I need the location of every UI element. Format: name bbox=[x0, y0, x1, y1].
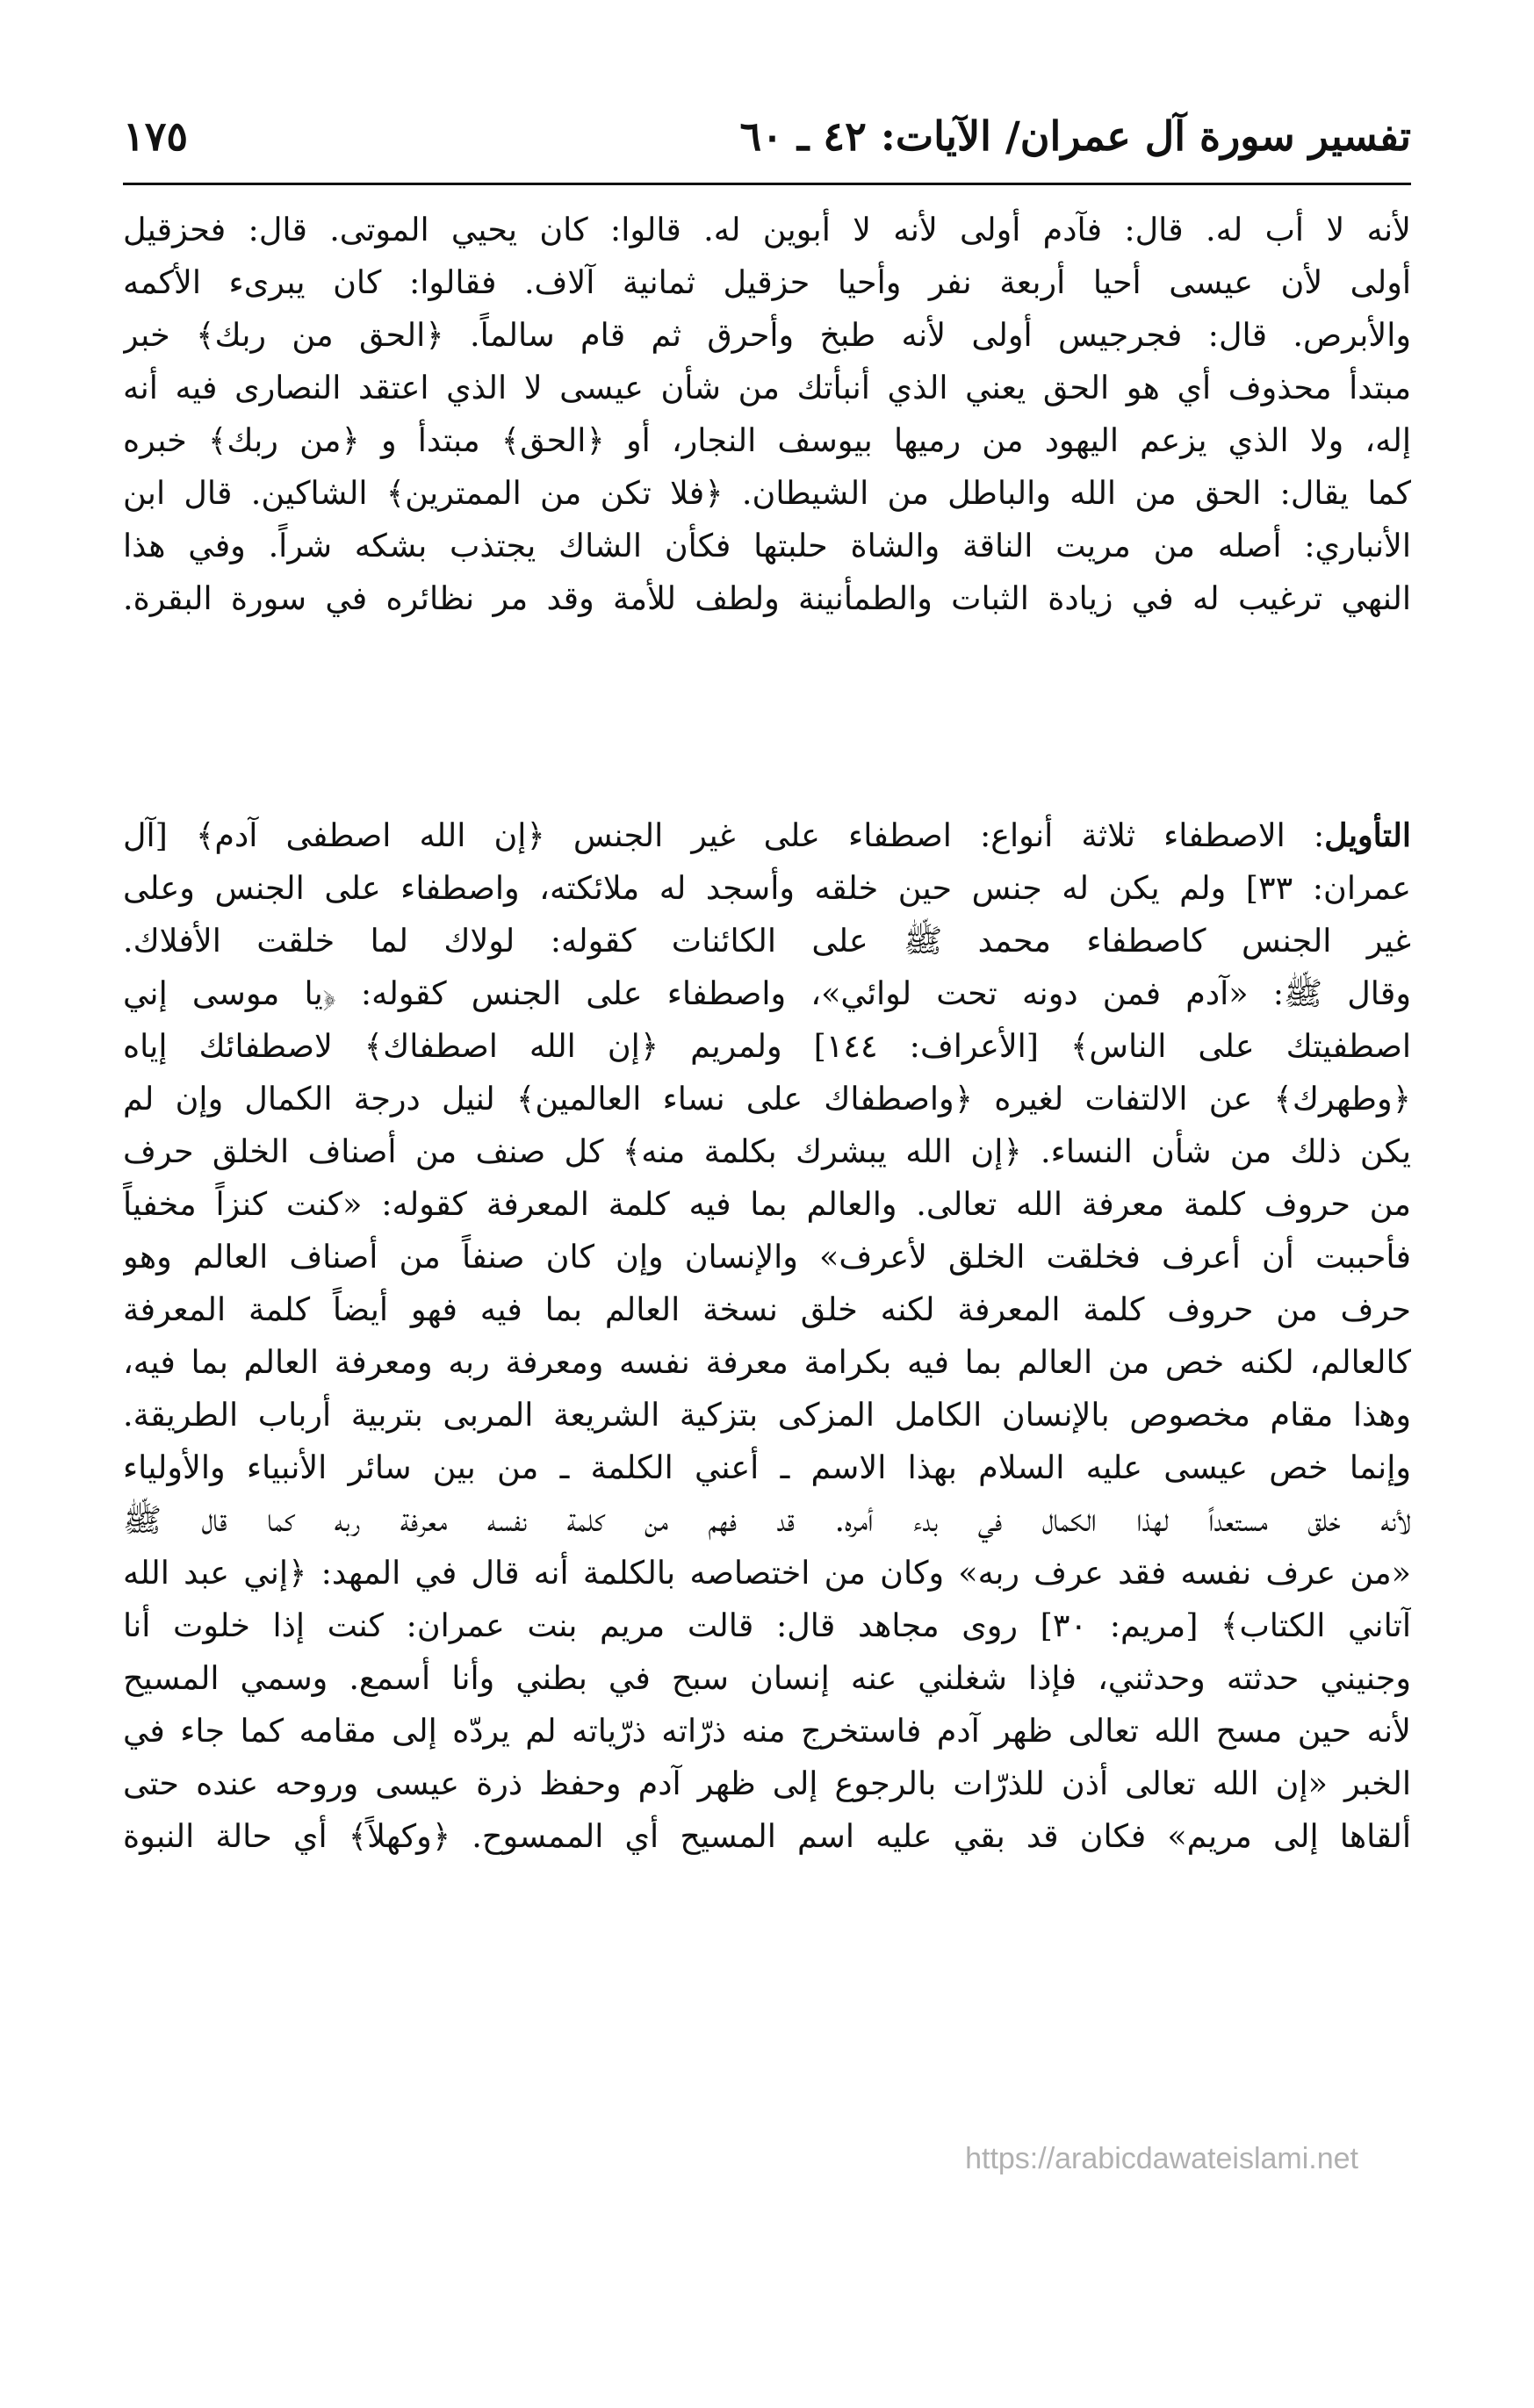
page-number: ١٧٥ bbox=[123, 112, 189, 160]
text-line: مبتدأ محذوف أي هو الحق يعني الذي أنبأتك من شأن عيسى لا الذي اعتقد النصارى فيه أنه bbox=[123, 369, 1411, 406]
text-line: إله، ولا الذي يزعم اليهود من رميها بيوسف النجار، أو ﴿الحق﴾ مبتدأ و ﴿من ربك﴾ خبره bbox=[123, 421, 1411, 459]
text-line: فأحببت أن أعرف فخلقت الخلق لأعرف» والإنسان وإن كان صنفاً من أصناف العالم وهو bbox=[123, 1238, 1411, 1276]
text-line: كالعالم، لكنه خص من العالم بما فيه بكرامة معرفة نفسه ومعرفة ربه ومعرفة العالم بما فيه، bbox=[123, 1343, 1411, 1381]
text-line-first-rest: : الاصطفاء ثلاثة أنواع: اصطفاء على غير الجنس ﴿إن الله اصطفى آدم﴾ [آل bbox=[123, 816, 1325, 854]
text-line: لأنه حين مسح الله تعالى ظهر آدم فاستخرج منه ذرّاته ذرّياته لم يردّه إلى مقامه كما جاء في bbox=[123, 1712, 1411, 1750]
text-line: اصطفيتك على الناس﴾ [الأعراف: ١٤٤] ولمريم ﴿إن الله اصطفاك﴾ لاصطفائك إياه bbox=[123, 1027, 1411, 1065]
text-line: آتاني الكتاب﴾ [مريم: ٣٠] روى مجاهد قال: قالت مريم بنت عمران: كنت إذا خلوت أنا bbox=[123, 1607, 1411, 1644]
running-title: تفسير سورة آل عمران/ الآيات: ٤٢ ـ ٦٠ bbox=[739, 112, 1411, 160]
paragraph-1 bbox=[123, 204, 1411, 625]
header-rule bbox=[123, 183, 1411, 185]
text-line: لأنه خلق مستعداً لهذا الكمال في بدء أمره. قد فهم من كلمة نفسه معرفة ربه كما قال ﷺ bbox=[123, 1501, 1411, 1539]
text-line-first bbox=[123, 809, 1411, 862]
text-line: وإنما خص عيسى عليه السلام بهذا الاسم ـ أعني الكلمة ـ من بين سائر الأنبياء والأولياء bbox=[123, 1448, 1411, 1486]
text-line bbox=[123, 1863, 1411, 1916]
text-line: لأنه لا أب له. قال: فآدم أولى لأنه لا أبوين له. قالوا: كان يحيي الموتى. قال: فحزقيل bbox=[123, 211, 1411, 248]
page-header bbox=[123, 112, 1411, 174]
text-line: والأبرص. قال: فجرجيس أولى لأنه طبخ وأحرق ثم قام سالماً. ﴿الحق من ربك﴾ خبر bbox=[123, 316, 1411, 354]
text-line: كما يقال: الحق من الله والباطل من الشيطان. ﴿فلا تكن من الممترين﴾ الشاكين. قال ابن bbox=[123, 474, 1411, 512]
text-line: ﴿وطهرك﴾ عن الالتفات لغيره ﴿واصطفاك على نساء العالمين﴾ لنيل درجة الكمال وإن لم bbox=[123, 1080, 1411, 1118]
text-line: الخبر «إن الله تعالى أذن للذرّات بالرجوع إلى ظهر آدم وحفظ ذرة عيسى وروحه عنده حتى bbox=[123, 1765, 1411, 1802]
text-line: وجنيني حدثته وحدثني، فإذا شغلني عنه إنسان سبح في بطني وأنا أسمع. وسمي المسيح bbox=[123, 1659, 1411, 1697]
text-line: وقال ﷺ: «آدم فمن دونه تحت لوائي»، واصطفاء على الجنس كقوله: ﴿يا موسى إني bbox=[123, 974, 1411, 1012]
paragraph-2 bbox=[123, 809, 1411, 1968]
text-line: حرف من حروف كلمة المعرفة لكنه خلق نسخة العالم بما فيه فهو أيضاً كلمة المعرفة bbox=[123, 1290, 1411, 1328]
text-line: النهي ترغيب له في زيادة الثبات والطمأنينة ولطف للأمة وقد مر نظائره في سورة البقرة. bbox=[123, 579, 1411, 617]
text-line: «من عرف نفسه فقد عرف ربه» وكان من اختصاصه بالكلمة أنه قال في المهد: ﴿إني عبد الله bbox=[123, 1554, 1411, 1592]
text-line: الأنباري: أصله من مريت الناقة والشاة حلبتها فكأن الشاك يجتذب بشكه شراً. وفي هذا bbox=[123, 527, 1411, 564]
text-line: وهذا مقام مخصوص بالإنسان الكامل المزكى بتزكية الشريعة المربى بتربية أرباب الطريقة. bbox=[123, 1396, 1411, 1434]
text-line: من حروف كلمة معرفة الله تعالى. والعالم بما فيه كلمة المعرفة كقوله: «كنت كنزاً مخفياً bbox=[123, 1185, 1411, 1223]
watermark-url: https://arabicdawateislami.net bbox=[965, 2142, 1358, 2175]
text-line: ألقاها إلى مريم» فكان قد بقي عليه اسم المسيح أي الممسوح. ﴿وكهلاً﴾ أي حالة النبوة bbox=[123, 1817, 1411, 1855]
tawil-label: التأويل bbox=[1324, 816, 1411, 854]
text-line: عمران: ٣٣] ولم يكن له جنس حين خلقه وأسجد له ملائكته، واصطفاء على الجنس وعلى bbox=[123, 869, 1411, 907]
text-line bbox=[123, 1916, 1411, 1968]
text-line: أولى لأن عيسى أحيا أربعة نفر وأحيا حزقيل ثمانية آلاف. فقالوا: كان يبرىء الأكمه bbox=[123, 263, 1411, 301]
text-line: غير الجنس كاصطفاء محمد ﷺ على الكائنات كقوله: لولاك لما خلقت الأفلاك. bbox=[123, 922, 1411, 960]
text-line: يكن ذلك من شأن النساء. ﴿إن الله يبشرك بكلمة منه﴾ كل صنف من أصناف الخلق حرف bbox=[123, 1132, 1411, 1170]
